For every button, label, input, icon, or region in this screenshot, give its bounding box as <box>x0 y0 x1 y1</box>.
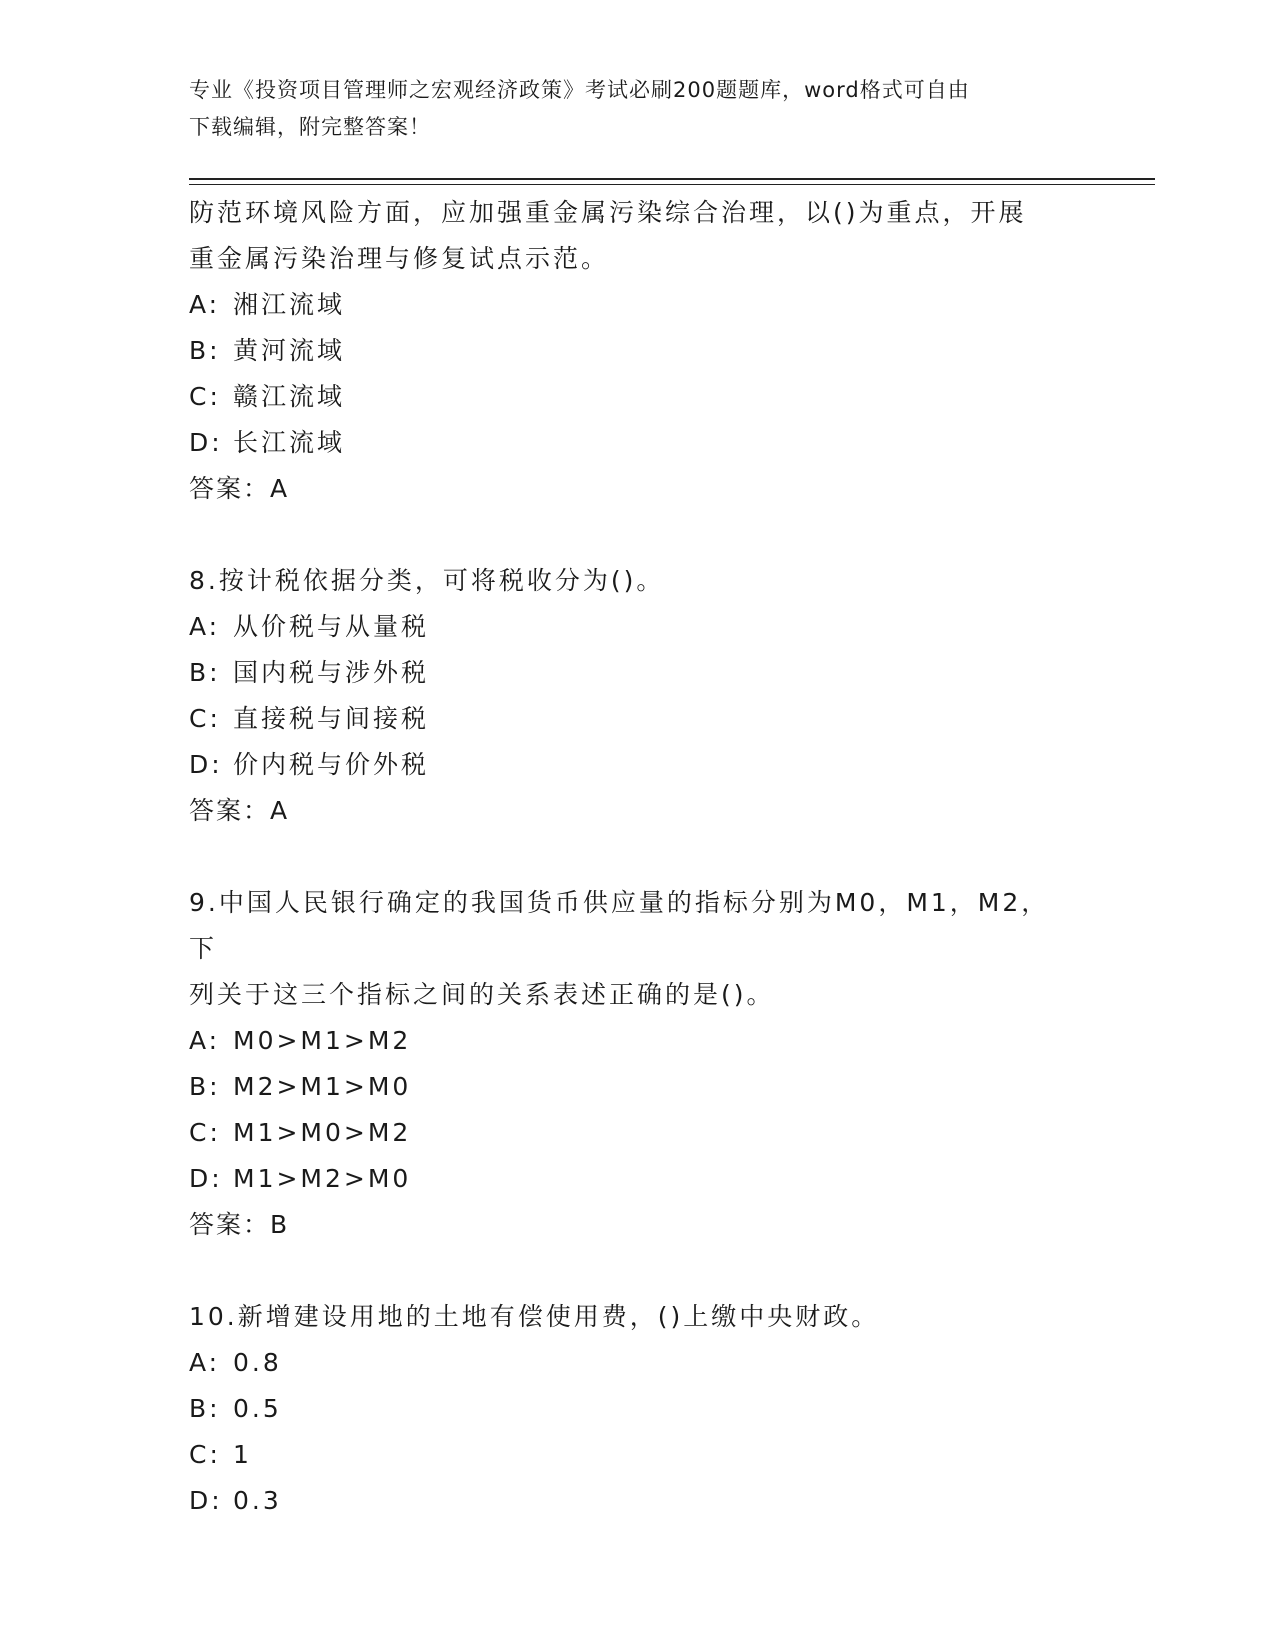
option-a <box>189 282 1089 328</box>
option-letter: C: <box>189 1440 221 1469</box>
option-a <box>189 604 1089 650</box>
option-text: 赣江流域 <box>233 382 346 411</box>
question-stem-line: 8.按计税依据分类，可将税收分为()。 <box>189 566 665 595</box>
option-text: 湘江流域 <box>233 290 346 319</box>
question-item <box>189 1294 1089 1524</box>
option-a <box>189 1018 1089 1064</box>
question-spacer <box>189 834 1089 880</box>
option-text: M0>M1>M2 <box>233 1026 412 1055</box>
option-letter: D: <box>189 750 223 779</box>
question-stem <box>189 190 1069 282</box>
option-letter: B: <box>189 336 221 365</box>
option-letter: A: <box>189 290 221 319</box>
option-letter: B: <box>189 1394 221 1423</box>
option-letter: A: <box>189 1026 221 1055</box>
question-stem-line: 10.新增建设用地的土地有偿使用费，()上缴中央财政。 <box>189 1302 880 1331</box>
option-text: 价内税与价外税 <box>233 750 430 779</box>
option-letter: A: <box>189 1348 221 1377</box>
option-letter: D: <box>189 428 223 457</box>
option-letter: B: <box>189 1072 221 1101</box>
option-letter: C: <box>189 704 221 733</box>
question-stem-line: 9.中国人民银行确定的我国货币供应量的指标分别为M0，M1，M2，下 <box>189 888 1050 963</box>
option-text: 0.5 <box>233 1394 282 1423</box>
option-letter: D: <box>189 1486 223 1515</box>
option-letter: C: <box>189 1118 221 1147</box>
option-d <box>189 742 1089 788</box>
header-title-line-1: 专业《投资项目管理师之宏观经济政策》考试必刷200题题库，word格式可自由 <box>189 78 970 102</box>
question-spacer <box>189 512 1089 558</box>
question-item <box>189 880 1089 1248</box>
document-header <box>189 72 1069 146</box>
option-letter: A: <box>189 612 221 641</box>
option-text: 国内税与涉外税 <box>233 658 430 687</box>
question-stem-line: 列关于这三个指标之间的关系表述正确的是()。 <box>189 980 775 1009</box>
option-text: M1>M0>M2 <box>233 1118 412 1147</box>
option-text: M1>M2>M0 <box>233 1164 412 1193</box>
option-text: 从价税与从量税 <box>233 612 430 641</box>
header-divider-thin <box>189 184 1155 185</box>
option-text: 0.3 <box>233 1486 282 1515</box>
option-d <box>189 1478 1089 1524</box>
option-d <box>189 420 1089 466</box>
option-letter: D: <box>189 1164 223 1193</box>
question-stem <box>189 880 1069 1018</box>
question-spacer <box>189 1248 1089 1294</box>
option-text: M2>M1>M0 <box>233 1072 412 1101</box>
answer-line: 答案：A <box>189 796 290 825</box>
option-d <box>189 1156 1089 1202</box>
question-stem <box>189 1294 1069 1340</box>
question-item <box>189 190 1089 512</box>
question-list <box>189 190 1089 1524</box>
answer-line: 答案：B <box>189 1210 290 1239</box>
option-a <box>189 1340 1089 1386</box>
option-c <box>189 374 1089 420</box>
question-stem <box>189 558 1069 604</box>
answer-line: 答案：A <box>189 474 290 503</box>
option-text: 0.8 <box>233 1348 282 1377</box>
header-title-line-2: 下载编辑，附完整答案！ <box>189 115 431 139</box>
option-text: 长江流域 <box>233 428 346 457</box>
option-b <box>189 1064 1089 1110</box>
option-letter: B: <box>189 658 221 687</box>
option-b <box>189 650 1089 696</box>
question-stem-line: 防范环境风险方面，应加强重金属污染综合治理，以()为重点，开展 <box>189 198 1027 227</box>
option-b <box>189 328 1089 374</box>
option-c <box>189 1432 1089 1478</box>
option-b <box>189 1386 1089 1432</box>
question-stem-line: 重金属污染治理与修复试点示范。 <box>189 244 610 273</box>
option-text: 直接税与间接税 <box>233 704 430 733</box>
question-item <box>189 558 1089 834</box>
option-text: 1 <box>233 1440 252 1469</box>
header-divider-thick <box>189 178 1155 180</box>
option-text: 黄河流域 <box>233 336 346 365</box>
option-c <box>189 1110 1089 1156</box>
option-c <box>189 696 1089 742</box>
option-letter: C: <box>189 382 221 411</box>
